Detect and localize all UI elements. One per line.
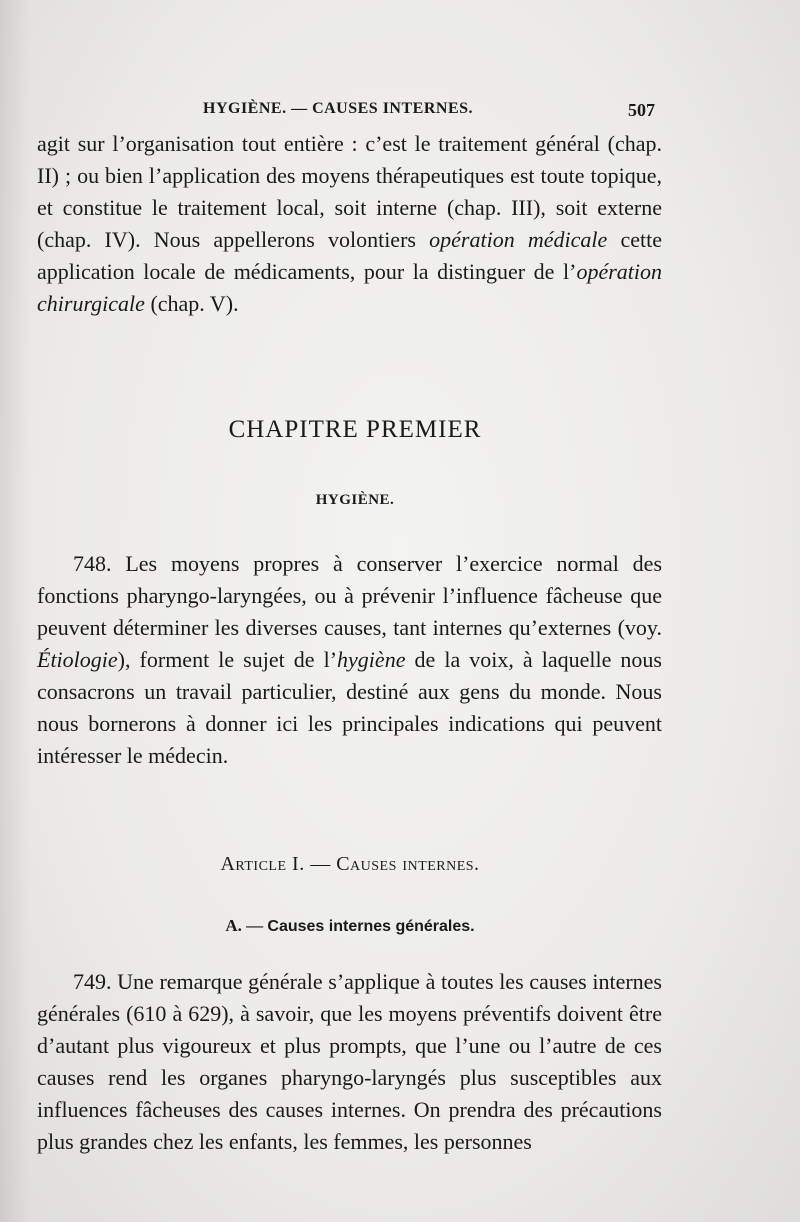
running-header	[40, 100, 655, 124]
subsection-text: Causes internes générales.	[267, 918, 475, 935]
paragraph-748	[37, 548, 662, 772]
emphasis-hygiene: hygiène	[337, 647, 406, 672]
paragraph-text: cette application locale de médicaments, pour la distinguer de l’	[37, 227, 662, 284]
page-edge-shadow	[0, 0, 30, 1222]
subsection-title	[0, 916, 700, 936]
emphasis-operation-chirurgicale: opération chirurgicale	[37, 259, 662, 316]
chapter-title: CHAPITRE PREMIER	[228, 416, 482, 443]
paragraph-749: 749. Une remarque générale s’applique à toutes les causes internes générales (610 à 629), à savoir, que les moyens préventifs doivent être d’autant plus vigoureux et plus prompts, que l’une ou l’autre de ces causes rend les organes pharyngo-laryngés plus susceptibles aux influences fâcheuses des causes internes. On prendra des précautions plus grandes chez les enfants, les femmes, les personnes	[37, 969, 662, 1154]
article-title: Article I. — Causes internes.	[220, 853, 480, 875]
section-title: HYGIÈNE.	[315, 492, 395, 508]
paragraph-text: (chap. V).	[144, 291, 239, 316]
emphasis-etiologie: Étiologie	[37, 647, 118, 672]
paragraph-text: de la voix, à laquelle nous consacrons un travail particulier, destiné aux gens du monde. Nous nous bornerons à donner ici les principales indications qui peuvent intéresser le médecin.	[37, 647, 662, 768]
paragraph-text: agit sur l’organisation tout entière : c’est le traitement général (chap. II) ; ou bien l’application des moyens thérapeutiques est toute topique, et constitue le traitement local, soit interne (chap. III), soit externe (chap. IV). Nous appellerons volontiers	[37, 131, 662, 252]
page-number: 507	[628, 100, 655, 120]
subsection-label: A. —	[225, 916, 264, 935]
running-title: HYGIÈNE. — CAUSES INTERNES.	[203, 100, 474, 117]
paragraph-text: 748. Les moyens propres à conserver l’exercice normal des fonctions pharyngo-laryngées, ou à prévenir l’influence fâcheuse que peuvent déterminer les diverses causes, tant internes qu’externes (voy.	[37, 551, 662, 640]
paragraph-text: ), forment le sujet de l’	[117, 647, 338, 672]
emphasis-operation-medicale: opération médicale	[429, 227, 608, 252]
paragraph-continuation	[37, 128, 662, 320]
